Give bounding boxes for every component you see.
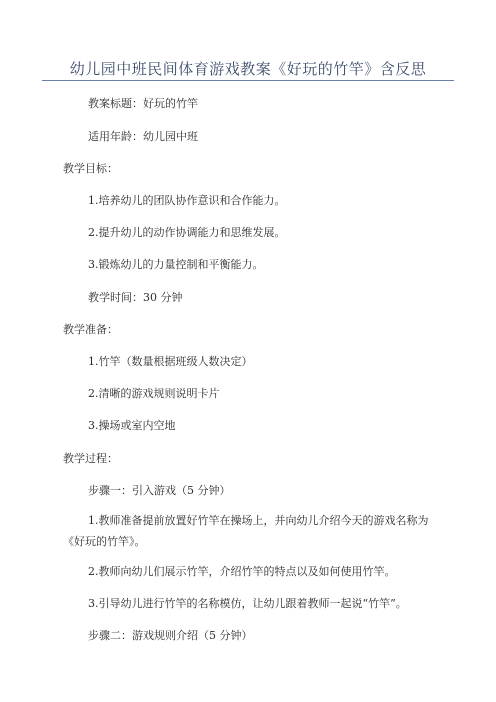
objective-item: 3.锻炼幼儿的力量控制和平衡能力。 <box>88 258 264 271</box>
preparation-item: 1.竹竿（数量根据班级人数决定） <box>88 355 253 368</box>
preparation-item: 3.操场或室内空地 <box>88 419 176 432</box>
step1-item: 3.引导幼儿进行竹竿的名称模仿，让幼儿跟着教师一起说“竹竿”。 <box>88 597 407 610</box>
step2-heading: 步骤二：游戏规则介绍（5 分钟） <box>88 629 253 642</box>
process-heading: 教学过程： <box>63 452 118 465</box>
step1-item: 1.教师准备提前放置好竹竿在操场上，并向幼儿介绍今天的游戏名称为《好玩的竹竿》。 <box>63 514 429 548</box>
lesson-title: 教案标题：好玩的竹竿 <box>88 97 198 110</box>
title-underline <box>42 80 454 81</box>
preparation-heading: 教学准备： <box>63 323 118 336</box>
objectives-heading: 教学目标： <box>63 162 118 175</box>
document-title: 幼儿园中班民间体育游戏教案《好玩的竹竿》含反思 <box>69 60 427 78</box>
objective-item: 2.提升幼儿的动作协调能力和思维发展。 <box>88 226 286 239</box>
duration: 教学时间：30 分钟 <box>88 291 183 304</box>
step1-item: 2.教师向幼儿们展示竹竿，介绍竹竿的特点以及如何使用竹竿。 <box>88 565 396 578</box>
step1-heading: 步骤一：引入游戏（5 分钟） <box>88 484 231 497</box>
objective-item: 1.培养幼儿的团队协作意识和合作能力。 <box>88 194 286 207</box>
age-group: 适用年龄：幼儿园中班 <box>88 130 198 143</box>
preparation-item: 2.清晰的游戏规则说明卡片 <box>88 387 220 400</box>
